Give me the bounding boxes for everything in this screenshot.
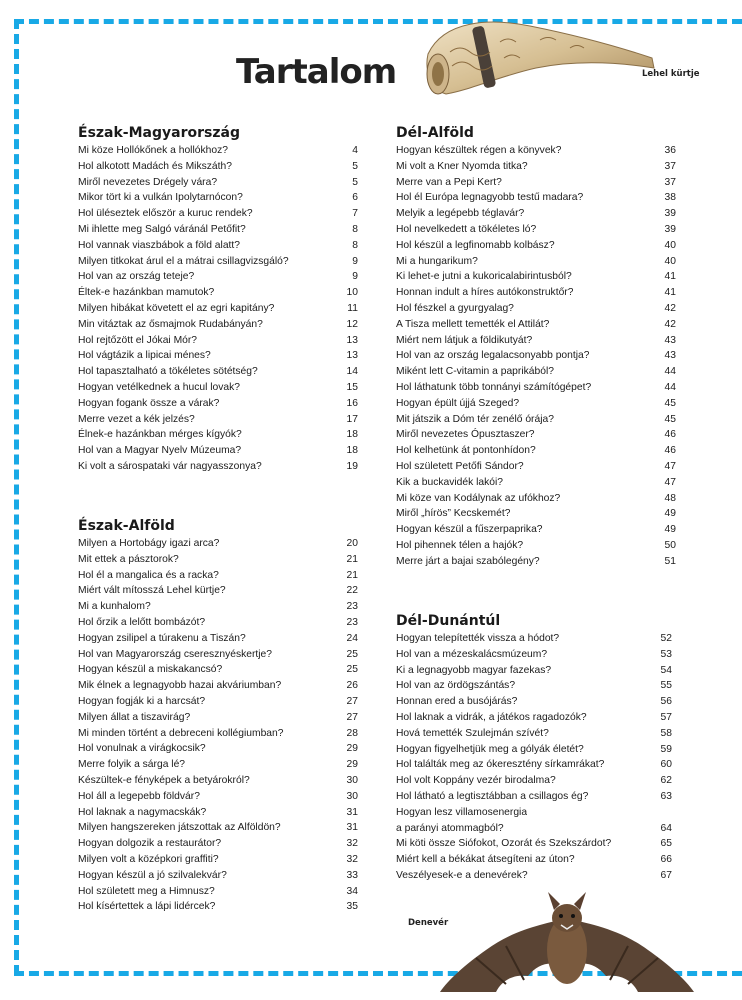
toc-entry[interactable] <box>396 459 676 475</box>
toc-entry-question: a parányi atommagból? <box>396 822 504 834</box>
toc-entry-page-number: 15 <box>346 381 358 393</box>
toc-entry-page-number: 54 <box>660 664 672 676</box>
toc-entry-question: Hová temették Szulejmán szívét? <box>396 727 549 739</box>
toc-entry-page-number: 14 <box>346 366 358 378</box>
toc-entry[interactable] <box>78 206 358 222</box>
toc-entry-question: Mi ihlette meg Salgó váránál Petőfit? <box>78 223 246 235</box>
toc-entry-question: Hogyan készül a jó szilvalekvár? <box>78 869 227 881</box>
toc-entry[interactable] <box>78 884 358 900</box>
toc-entry-question: Ki volt a sárospataki vár nagyasszonya? <box>78 460 262 472</box>
toc-entry-page-number: 19 <box>346 460 358 472</box>
toc-entry[interactable] <box>78 159 358 175</box>
toc-entry-page-number: 9 <box>352 271 358 283</box>
toc-entry[interactable] <box>78 615 358 631</box>
toc-entry[interactable] <box>396 678 672 694</box>
toc-entry-question: Merre folyik a sárga lé? <box>78 759 186 771</box>
toc-entry[interactable] <box>396 631 672 647</box>
toc-entry[interactable] <box>396 238 676 254</box>
toc-entry[interactable] <box>396 254 676 270</box>
toc-entry-page-number: 44 <box>664 381 676 393</box>
toc-entry-page-number: 5 <box>352 160 358 172</box>
toc-entry-page-number: 53 <box>660 648 672 660</box>
toc-entry[interactable] <box>396 412 676 428</box>
toc-entry-page-number: 23 <box>346 601 358 613</box>
toc-entry-page-number: 49 <box>664 508 676 520</box>
section-title: Észak-Magyarország <box>78 125 240 141</box>
toc-entry[interactable] <box>396 443 676 459</box>
frame-left-border <box>14 19 19 975</box>
toc-entry-question: Hol volt Koppány vezér birodalma? <box>396 775 556 787</box>
toc-entry[interactable] <box>396 742 672 758</box>
toc-entry-page-number: 32 <box>346 838 358 850</box>
toc-entry-question: Hogyan fogank össze a várak? <box>78 397 220 409</box>
toc-entry-question: A Tisza mellett temették el Attilát? <box>396 318 550 330</box>
toc-entry-page-number: 30 <box>346 774 358 786</box>
toc-entry[interactable] <box>396 726 672 742</box>
toc-entry-question: Kik a buckavidék lakói? <box>396 476 504 488</box>
bat-icon <box>436 888 698 992</box>
toc-entry-question: Milyen állat a tiszavirág? <box>78 711 191 723</box>
toc-entry-page-number: 25 <box>346 664 358 676</box>
toc-entry[interactable] <box>396 396 676 412</box>
toc-entry[interactable] <box>396 663 672 679</box>
toc-entry-question: Merre vezet a kék jelzés? <box>78 413 195 425</box>
toc-entry[interactable] <box>78 285 358 301</box>
toc-entry[interactable] <box>396 159 676 175</box>
toc-entry-page-number: 50 <box>664 539 676 551</box>
toc-entry-page-number: 37 <box>664 160 676 172</box>
toc-entry-page-number: 16 <box>346 397 358 409</box>
toc-entry-question: Hol áll a legepebb földvár? <box>78 790 200 802</box>
toc-entry-page-number: 40 <box>664 255 676 267</box>
toc-entry[interactable] <box>78 583 358 599</box>
toc-entry-question: Melyik a legépebb téglavár? <box>396 208 525 220</box>
toc-entry-page-number: 67 <box>660 869 672 881</box>
toc-entry[interactable] <box>78 443 358 459</box>
toc-entry-page-number: 66 <box>660 854 672 866</box>
toc-entry-question: Hol vágtázik a lipicai ménes? <box>78 350 211 362</box>
toc-section-eszak-magyarorszag <box>78 124 358 475</box>
toc-entry-page-number: 21 <box>346 569 358 581</box>
toc-entry-question: Hol vannak viaszbábok a föld alatt? <box>78 239 240 251</box>
toc-entry-question: Milyen hibákat követett el az egri kapitány? <box>78 302 275 314</box>
toc-entry[interactable] <box>78 662 358 678</box>
toc-entry-page-number: 13 <box>346 334 358 346</box>
toc-entry-page-number: 6 <box>352 192 358 204</box>
toc-entry[interactable] <box>396 522 676 538</box>
toc-entry-page-number: 42 <box>664 302 676 314</box>
toc-entry-question: Mi minden történt a debreceni kollégiumban? <box>78 727 284 739</box>
toc-entry[interactable] <box>396 868 672 884</box>
toc-list <box>78 536 358 915</box>
toc-entry[interactable] <box>78 238 358 254</box>
toc-entry-question: Mit játszik a Dóm tér zenélő órája? <box>396 413 554 425</box>
toc-entry-question: Mi volt a Kner Nyomda titka? <box>396 160 528 172</box>
toc-entry-question: Mikor tört ki a vulkán Ipolytarnócon? <box>78 192 243 204</box>
toc-entry[interactable] <box>396 317 676 333</box>
toc-entry-question: Honnan indult a híres autókonstruktőr? <box>396 287 574 299</box>
toc-entry[interactable] <box>396 333 676 349</box>
toc-entry-page-number: 59 <box>660 743 672 755</box>
toc-entry-question: Milyen a Hortobágy igazi arca? <box>78 538 220 549</box>
toc-entry[interactable] <box>78 396 358 412</box>
toc-entry[interactable] <box>78 773 358 789</box>
toc-entry[interactable] <box>396 821 672 837</box>
toc-entry[interactable] <box>78 269 358 285</box>
toc-entry-page-number <box>650 805 672 821</box>
toc-entry-question: Hol tapasztalható a tökéletes sötétség? <box>78 366 258 378</box>
toc-entry[interactable] <box>396 538 676 554</box>
toc-entry[interactable] <box>78 741 358 757</box>
toc-entry[interactable] <box>78 190 358 206</box>
toc-entry-question: Hol vonulnak a virágkocsik? <box>78 743 206 755</box>
toc-entry[interactable] <box>396 301 676 317</box>
toc-entry-page-number: 56 <box>660 696 672 708</box>
toc-entry-page-number: 27 <box>346 711 358 723</box>
toc-entry-page-number: 41 <box>664 287 676 299</box>
toc-entry[interactable] <box>396 773 672 789</box>
toc-entry-page-number: 39 <box>664 208 676 220</box>
toc-entry-page-number: 32 <box>346 853 358 865</box>
toc-entry[interactable] <box>78 647 358 663</box>
toc-entry-page-number: 29 <box>346 743 358 755</box>
toc-entry[interactable] <box>78 726 358 742</box>
toc-entry-page-number: 62 <box>660 775 672 787</box>
toc-entry[interactable] <box>78 805 358 821</box>
toc-entry[interactable] <box>78 757 358 773</box>
toc-entry-question: Hol van a mézeskalácsmúzeum? <box>396 648 548 660</box>
toc-entry-page-number: 7 <box>352 208 358 220</box>
toc-entry-page-number: 17 <box>346 413 358 425</box>
toc-entry[interactable] <box>78 427 358 443</box>
toc-entry-question: Élnek-e hazánkban mérges kígyók? <box>78 429 242 441</box>
toc-entry-question: Hol él Európa legnagyobb testű madara? <box>396 192 584 204</box>
toc-entry-page-number: 43 <box>664 350 676 362</box>
toc-entry[interactable] <box>78 789 358 805</box>
toc-entry[interactable] <box>396 554 676 570</box>
toc-entry-page-number: 41 <box>664 271 676 283</box>
toc-entry-page-number: 31 <box>346 806 358 818</box>
toc-entry-question: Hol van a Magyar Nyelv Múzeuma? <box>78 445 242 457</box>
toc-entry-question: Hogyan vetélkednek a hucul lovak? <box>78 381 240 393</box>
toc-entry-page-number: 36 <box>664 145 676 156</box>
toc-entry[interactable] <box>78 536 358 552</box>
toc-entry-page-number: 29 <box>346 759 358 771</box>
toc-entry-question: Mit ettek a pásztorok? <box>78 553 179 565</box>
toc-entry-question: Miért kell a békákat átsegíteni az úton? <box>396 854 575 866</box>
toc-entry-question: Hogyan fogják ki a harcsát? <box>78 695 206 707</box>
toc-entry-question: Hogyan lesz villamosenergia <box>396 806 528 818</box>
toc-entry-question: Hol van az ördögszántás? <box>396 680 516 692</box>
toc-entry-page-number: 34 <box>346 885 358 897</box>
toc-section-del-dunantul <box>396 612 672 884</box>
toc-entry-question: Veszélyesek-e a denevérek? <box>396 869 528 881</box>
toc-entry-question: Hol találták meg az ókeresztény sírkamrákat? <box>396 759 605 771</box>
toc-entry[interactable] <box>396 285 676 301</box>
toc-entry-question: Mi köti össze Siófokot, Ozorát és Szekszárdot? <box>396 838 612 850</box>
toc-entry[interactable] <box>78 868 358 884</box>
toc-entry-question: Hogyan épült újjá Szeged? <box>396 397 520 409</box>
toc-entry-page-number: 28 <box>346 727 358 739</box>
toc-entry-question: Hol látható a legtisztábban a csillagos ég? <box>396 790 589 802</box>
toc-entry-question: Hogyan telepítették vissza a hódot? <box>396 633 560 644</box>
toc-entry-page-number: 63 <box>660 790 672 802</box>
toc-entry-question: Hol láthatunk több tonnányi számítógépet? <box>396 381 592 393</box>
toc-entry-page-number: 4 <box>352 145 358 156</box>
toc-entry-page-number: 38 <box>664 192 676 204</box>
toc-entry-question: Hol laknak a vidrák, a játékos ragadozók? <box>396 711 587 723</box>
toc-entry-question: Hol kelhetünk át pontonhídon? <box>396 445 536 457</box>
toc-entry[interactable] <box>396 757 672 773</box>
toc-entry[interactable] <box>396 805 672 821</box>
toc-entry[interactable] <box>396 491 676 507</box>
toc-entry-page-number: 30 <box>346 790 358 802</box>
toc-entry-page-number: 12 <box>346 318 358 330</box>
section-title: Dél-Alföld <box>396 125 474 141</box>
section-title: Észak-Alföld <box>78 518 175 534</box>
toc-entry[interactable] <box>396 222 676 238</box>
toc-entry-question: Hol rejtőzött el Jókai Mór? <box>78 334 198 346</box>
toc-entry-page-number: 42 <box>664 318 676 330</box>
toc-entry[interactable] <box>78 459 358 475</box>
toc-entry[interactable] <box>396 427 676 443</box>
toc-entry-page-number: 57 <box>660 711 672 723</box>
toc-entry-question: Hol pihennek télen a hajók? <box>396 539 524 551</box>
toc-entry-question: Hol laknak a nagymacskák? <box>78 806 207 818</box>
toc-entry[interactable] <box>78 412 358 428</box>
toc-entry-page-number: 8 <box>352 239 358 251</box>
toc-entry-question: Hol üléseztek először a kuruc rendek? <box>78 208 253 220</box>
toc-entry[interactable] <box>78 599 358 615</box>
toc-entry-question: Hol született Petőfi Sándor? <box>396 460 524 472</box>
toc-list <box>78 143 358 475</box>
toc-entry-question: Merre járt a bajai szabólegény? <box>396 555 540 567</box>
toc-entry-question: Hol van az ország legalacsonyabb pontja? <box>396 350 590 362</box>
toc-entry[interactable] <box>396 364 676 380</box>
toc-entry-question: Hol van az ország teteje? <box>78 271 195 283</box>
toc-entry-page-number: 39 <box>664 223 676 235</box>
horn-icon <box>420 14 660 106</box>
toc-entry-question: Hol őrzik a lelőtt bombázót? <box>78 616 206 628</box>
toc-entry[interactable] <box>396 694 672 710</box>
toc-entry-question: Hol született meg a Himnusz? <box>78 885 215 897</box>
toc-entry-page-number: 47 <box>664 476 676 488</box>
toc-entry-page-number: 45 <box>664 413 676 425</box>
toc-entry-question: Hol készül a legfinomabb kolbász? <box>396 239 555 251</box>
toc-entry-page-number: 26 <box>346 680 358 692</box>
toc-entry[interactable] <box>78 631 358 647</box>
toc-entry-question: Hogyan készültek régen a könyvek? <box>396 145 562 156</box>
toc-entry-page-number: 33 <box>346 869 358 881</box>
toc-entry[interactable] <box>78 710 358 726</box>
toc-list <box>396 143 676 570</box>
toc-entry-page-number: 65 <box>660 838 672 850</box>
toc-entry-page-number: 25 <box>346 648 358 660</box>
toc-entry-question: Miért nem látjuk a földikutyát? <box>396 334 533 346</box>
toc-entry[interactable] <box>78 333 358 349</box>
page-title: Tartalom <box>236 52 397 92</box>
toc-entry-page-number: 21 <box>346 553 358 565</box>
toc-entry[interactable] <box>78 175 358 191</box>
toc-entry-page-number: 43 <box>664 334 676 346</box>
toc-entry[interactable] <box>396 475 676 491</box>
toc-entry-question: Éltek-e hazánkban mamutok? <box>78 287 215 299</box>
toc-entry-question: Ki a legnagyobb magyar fazekas? <box>396 664 552 676</box>
toc-entry-question: Min vitáztak az ősmajmok Rudabányán? <box>78 318 263 330</box>
toc-entry-question: Hogyan zsilipel a túrakenu a Tiszán? <box>78 632 246 644</box>
toc-entry-question: Miről nevezetes Ópusztaszer? <box>396 429 535 441</box>
toc-entry-page-number: 48 <box>664 492 676 504</box>
toc-entry-page-number: 51 <box>664 555 676 567</box>
toc-entry[interactable] <box>78 301 358 317</box>
toc-entry-question: Hogyan készül a miskakancsó? <box>78 664 223 676</box>
toc-entry-question: Mi a hungarikum? <box>396 255 478 267</box>
toc-entry[interactable] <box>396 836 672 852</box>
toc-entry-page-number: 47 <box>664 460 676 472</box>
toc-entry-question: Hogyan készül a fűszerpaprika? <box>396 524 543 536</box>
toc-entry[interactable] <box>78 568 358 584</box>
toc-entry-page-number: 27 <box>346 695 358 707</box>
toc-section-eszak-alfold <box>78 517 358 915</box>
toc-section-del-alfold <box>396 124 676 570</box>
toc-entry[interactable] <box>78 552 358 568</box>
toc-entry-page-number: 58 <box>660 727 672 739</box>
section-title: Dél-Dunántúl <box>396 613 501 629</box>
toc-entry[interactable] <box>396 348 676 364</box>
toc-entry-page-number: 31 <box>346 822 358 834</box>
toc-entry-page-number: 20 <box>346 538 358 549</box>
toc-entry[interactable] <box>396 175 676 191</box>
toc-entry-question: Hol él a mangalica és a racka? <box>78 569 219 581</box>
toc-entry[interactable] <box>396 143 676 159</box>
toc-entry-question: Miként lett C-vitamin a paprikából? <box>396 366 554 378</box>
toc-entry-page-number: 60 <box>660 759 672 771</box>
toc-entry-page-number: 64 <box>660 822 672 834</box>
toc-list <box>396 631 672 884</box>
toc-entry-question: Ki lehet-e jutni a kukoricalabirintusból? <box>396 271 572 283</box>
toc-entry-page-number: 24 <box>346 632 358 644</box>
toc-entry-question: Hol fészkel a gyurgyalag? <box>396 302 514 314</box>
toc-entry-question: Hol kísértettek a lápi lidércek? <box>78 901 216 913</box>
toc-entry-page-number: 40 <box>664 239 676 251</box>
toc-entry[interactable] <box>78 364 358 380</box>
toc-entry[interactable] <box>78 348 358 364</box>
toc-entry[interactable] <box>78 317 358 333</box>
toc-entry-page-number: 52 <box>660 633 672 644</box>
toc-entry-question: Mi köze van Kodálynak az ufókhoz? <box>396 492 561 504</box>
toc-entry[interactable] <box>78 899 358 915</box>
toc-entry-page-number: 5 <box>352 176 358 188</box>
toc-entry-page-number: 8 <box>352 223 358 235</box>
toc-entry[interactable] <box>396 506 676 522</box>
toc-entry-question: Hogyan figyelhetjük meg a gólyák életét? <box>396 743 584 755</box>
toc-entry[interactable] <box>396 710 672 726</box>
toc-entry[interactable] <box>78 836 358 852</box>
toc-entry[interactable] <box>78 694 358 710</box>
toc-entry-question: Hol alkotott Madách és Mikszáth? <box>78 160 232 172</box>
toc-entry[interactable] <box>78 143 358 159</box>
toc-entry[interactable] <box>396 206 676 222</box>
toc-entry-question: Miről nevezetes Drégely vára? <box>78 176 218 188</box>
toc-entry[interactable] <box>78 678 358 694</box>
toc-entry-page-number: 45 <box>664 397 676 409</box>
toc-entry-question: Hogyan dolgozik a restaurátor? <box>78 838 222 850</box>
bat-caption: Denevér <box>408 918 449 928</box>
toc-entry-page-number: 49 <box>664 524 676 536</box>
toc-entry-question: Milyen titkokat árul el a mátrai csillagvizsgáló? <box>78 255 289 267</box>
toc-entry-question: Mi köze Hollókőnek a hollókhoz? <box>78 145 228 156</box>
toc-entry-question: Mi a kunhalom? <box>78 601 151 613</box>
toc-entry-page-number: 46 <box>664 445 676 457</box>
toc-entry-page-number: 18 <box>346 445 358 457</box>
toc-entry-question: Milyen volt a középkori graffiti? <box>78 853 219 865</box>
toc-entry-page-number: 23 <box>346 616 358 628</box>
toc-entry-question: Miért vált mítosszá Lehel kürtje? <box>78 585 226 597</box>
toc-entry-question: Hol van Magyarország cseresznyéskertje? <box>78 648 273 660</box>
toc-entry-page-number: 13 <box>346 350 358 362</box>
toc-entry[interactable] <box>396 380 676 396</box>
toc-entry[interactable] <box>78 852 358 868</box>
toc-entry-page-number: 35 <box>346 901 358 913</box>
toc-entry-page-number: 10 <box>346 287 358 299</box>
toc-entry-question: Honnan ered a busójárás? <box>396 696 518 708</box>
toc-entry[interactable] <box>396 190 676 206</box>
toc-entry-page-number: 18 <box>346 429 358 441</box>
toc-entry-page-number: 37 <box>664 176 676 188</box>
toc-entry-page-number: 55 <box>660 680 672 692</box>
toc-entry[interactable] <box>78 380 358 396</box>
toc-entry-page-number: 9 <box>352 255 358 267</box>
toc-entry-page-number: 22 <box>346 585 358 597</box>
toc-entry-question: Mik élnek a legnagyobb hazai akváriumban? <box>78 680 282 692</box>
toc-entry[interactable] <box>396 647 672 663</box>
toc-entry-question: Hol nevelkedett a tökéletes ló? <box>396 223 537 235</box>
toc-entry-page-number: 11 <box>347 302 358 314</box>
toc-entry-page-number: 44 <box>664 366 676 378</box>
toc-entry-question: Milyen hangszereken játszottak az Alföldön? <box>78 822 281 834</box>
toc-entry[interactable] <box>396 852 672 868</box>
toc-entry-question: Miről „hírös” Kecskemét? <box>396 508 511 520</box>
toc-entry[interactable] <box>78 820 358 836</box>
horn-caption: Lehel kürtje <box>642 69 700 79</box>
toc-entry[interactable] <box>78 222 358 238</box>
toc-entry[interactable] <box>78 254 358 270</box>
toc-entry-page-number: 46 <box>664 429 676 441</box>
toc-entry-question: Merre van a Pepi Kert? <box>396 176 502 188</box>
toc-entry[interactable] <box>396 269 676 285</box>
toc-entry[interactable] <box>396 789 672 805</box>
toc-entry-question: Készültek-e fényképek a betyárokról? <box>78 774 250 786</box>
